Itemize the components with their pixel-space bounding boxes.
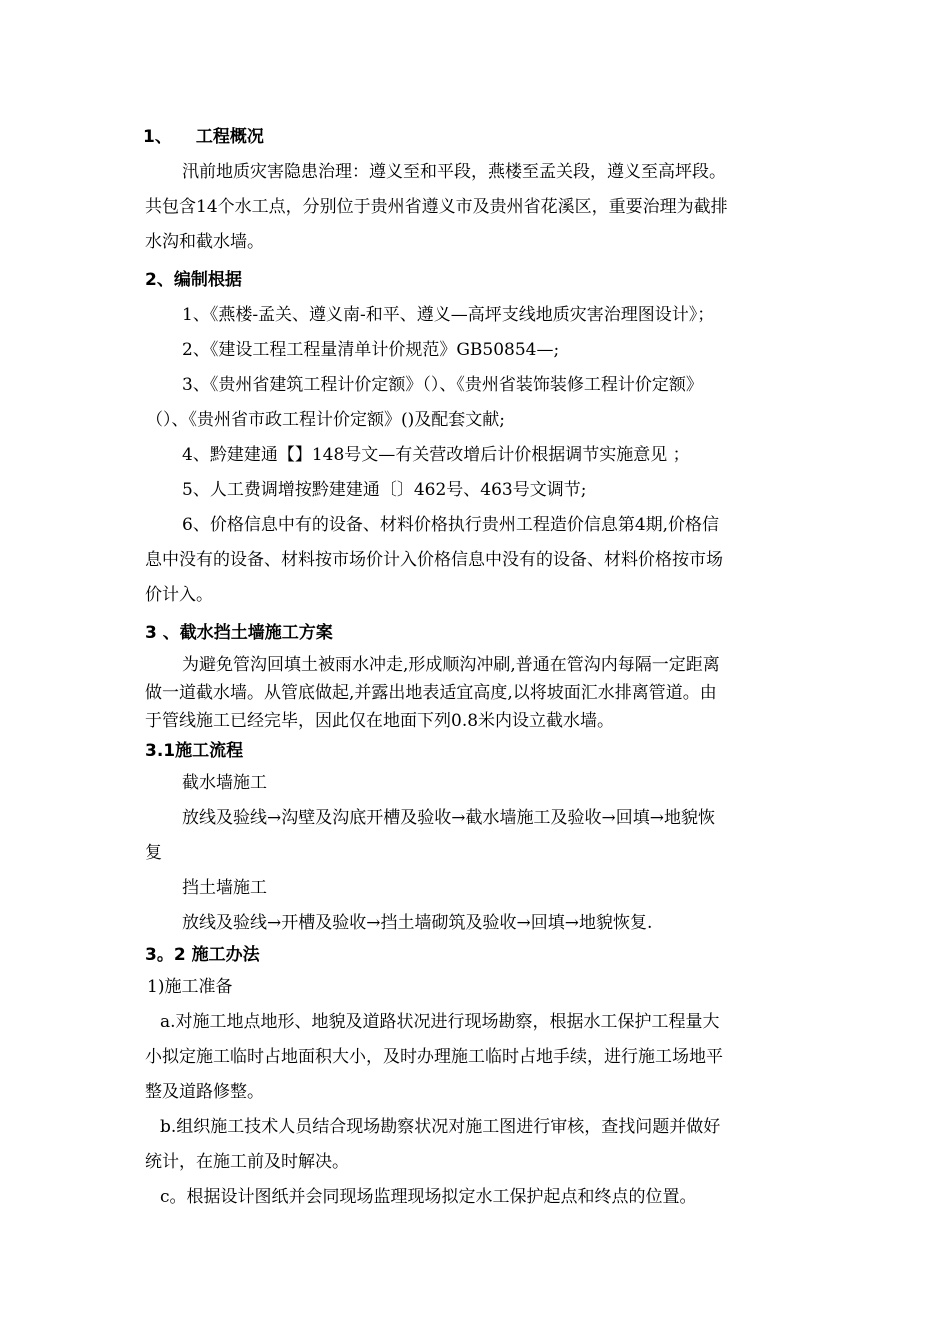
list-item-continuation: 价计入。 [145, 585, 213, 605]
paragraph-line: 汛前地质灾害隐患治理：遵义至和平段，燕楼至孟关段，遵义至高坪段。 [182, 162, 726, 182]
section-1-title: 工程概况 [195, 127, 264, 147]
list-item: 4、黔建建通【】148号文—有关营改增后计价根据调节实施意见 ； [182, 445, 690, 465]
flow-steps: 放线及验线→开槽及验收→挡土墙砌筑及验收→回填→地貌恢复. [182, 913, 653, 933]
flow-title: 截水墙施工 [182, 773, 267, 793]
list-item-continuation: （）、《贵州省市政工程计价定额》()及配套文献; [146, 410, 505, 430]
flow-steps-continuation: 复 [145, 843, 162, 863]
paragraph-line: 整及道路修整。 [145, 1082, 264, 1102]
paragraph-line: a.对施工地点地形、地貌及道路状况进行现场勘察，根据水工保护工程量大 [160, 1012, 720, 1032]
list-item: 1、《燕楼-孟关、遵义南-和平、遵义—高坪支线地质灾害治理图设计》； [182, 305, 715, 325]
paragraph-line: 水沟和截水墙。 [145, 232, 264, 252]
paragraph-line: 做一道截水墙。从管底做起,并露出地表适宜高度,以将坡面汇水排离管道。由 [145, 683, 717, 703]
paragraph-line: 为避免管沟回填土被雨水冲走,形成顺沟冲刷,普通在管沟内每隔一定距离 [182, 655, 720, 675]
section-3-heading: 3 、截水挡土墙施工方案 [145, 623, 333, 643]
paragraph-line: c。根据设计图纸并会同现场监理现场拟定水工保护起点和终点的位置。 [160, 1187, 697, 1207]
list-item: 6、价格信息中有的设备、材料价格执行贵州工程造价信息第4期,价格信 [182, 515, 720, 535]
paragraph-line: 小拟定施工临时占地面积大小，及时办理施工临时占地手续，进行施工场地平 [145, 1047, 723, 1067]
flow-title: 挡土墙施工 [182, 878, 267, 898]
paragraph-line: b.组织施工技术人员结合现场勘察状况对施工图进行审核，查找问题并做好 [160, 1117, 721, 1137]
subsection-title: 1)施工准备 [147, 977, 233, 997]
section-3-1-heading: 3.1施工流程 [145, 741, 244, 761]
list-item: 5、人工费调增按黔建建通〔〕462号、463号文调节; [182, 480, 587, 500]
list-item-continuation: 息中没有的设备、材料按市场价计入价格信息中没有的设备、材料价格按市场 [145, 550, 723, 570]
paragraph-line: 于管线施工已经完毕，因此仅在地面下列0.8米内设立截水墙。 [145, 711, 615, 731]
paragraph-line: 统计，在施工前及时解决。 [145, 1152, 349, 1172]
list-item: 2、《建设工程工程量清单计价规范》GB50854—; [182, 340, 560, 360]
paragraph-line: 共包含14个水工点，分别位于贵州省遵义市及贵州省花溪区，重要治理为截排 [145, 197, 728, 217]
list-item: 3、《贵州省建筑工程计价定额》（）、《贵州省装饰装修工程计价定额》 [182, 375, 703, 395]
section-2-heading: 2、编制根据 [145, 270, 242, 290]
section-1-number: 1、 [143, 127, 172, 147]
section-1-heading [143, 129, 264, 146]
section-3-2-heading: 3。2 施工办法 [145, 945, 260, 965]
flow-steps: 放线及验线→沟壁及沟底开槽及验收→截水墙施工及验收→回填→地貌恢 [182, 808, 715, 828]
